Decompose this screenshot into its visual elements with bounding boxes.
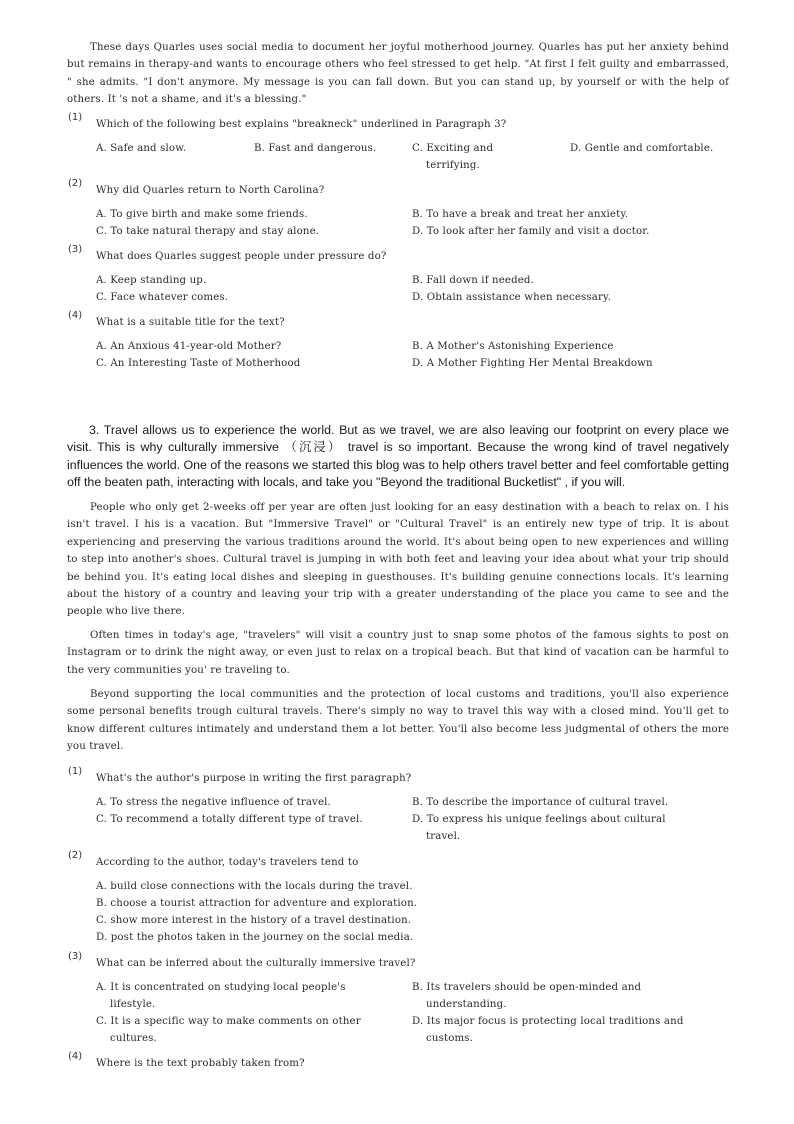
question-text: What does Quarles suggest people under pressure do?: [96, 251, 387, 262]
option-d-line1: D. Its major focus is protecting local traditions and: [412, 1016, 684, 1027]
question-number: (2): [68, 178, 83, 189]
option-b[interactable]: [412, 979, 641, 1013]
passage3-paragraph-3: Often times in today's age, "travelers" will visit a country just to snap some photos of the famous sights to post on Instagram or to drink the night away, or even just to relax on a tropical beach. But that kind of vacation can be harmful to the very communities you' re traveling to.: [67, 630, 729, 676]
option-d[interactable]: [412, 811, 666, 845]
option-b[interactable]: B. Fall down if needed.: [412, 275, 534, 286]
question-text: Which of the following best explains "breakneck" underlined in Paragraph 3?: [96, 119, 507, 130]
option-c-line1: C. Exciting and: [412, 143, 494, 154]
question-number: (4): [68, 1051, 83, 1062]
option-c[interactable]: C. An Interesting Taste of Motherhood: [96, 358, 301, 369]
option-c[interactable]: C. Face whatever comes.: [96, 292, 229, 303]
option-c[interactable]: C. To take natural therapy and stay alone.: [96, 226, 320, 237]
question-text: What can be inferred about the culturally immersive travel?: [96, 958, 416, 969]
option-a-line1: A. It is concentrated on studying local people's: [96, 982, 346, 993]
option-d[interactable]: [412, 1013, 684, 1047]
option-d[interactable]: D. Gentle and comfortable.: [570, 143, 714, 154]
question-number: (2): [68, 850, 83, 861]
option-c[interactable]: C. show more interest in the history of a travel destination.: [96, 915, 412, 926]
question-number: (3): [68, 951, 83, 962]
question-number: (3): [68, 244, 83, 255]
option-a[interactable]: A. An Anxious 41-year-old Mother?: [96, 341, 282, 352]
option-a[interactable]: A. To stress the negative influence of travel.: [96, 797, 331, 808]
option-c-line2: cultures.: [110, 1033, 157, 1044]
passage3-paragraph-2: People who only get 2-weeks off per year are often just looking for an easy destination with a beach to relax on. I his isn't travel. I his is a vacation. But "Immersive Travel" or "Cultural Travel" is an entirely new type of trip. It is about experiencing and preserving the various traditions around the world. It's about being open to new experiences and willing to step into another's shoes. Cultural travel is jumping in with both feet and leaving your idea about what your trip should be behind you. It's eating local dishes and sleeping in guesthouses. It's building genuine connections locals. It's learning about the history of a country and leaving your trip with a greater understanding of the place you came to see and the people who live there.: [67, 502, 729, 618]
option-b[interactable]: B. To have a break and treat her anxiety.: [412, 209, 629, 220]
option-c[interactable]: C. To recommend a totally different type of travel.: [96, 814, 363, 825]
option-a[interactable]: A. To give birth and make some friends.: [96, 209, 308, 220]
option-b[interactable]: B. Fast and dangerous.: [254, 143, 377, 154]
option-b-line2: understanding.: [426, 999, 507, 1010]
option-b[interactable]: B. A Mother's Astonishing Experience: [412, 341, 614, 352]
option-c[interactable]: [96, 1013, 361, 1047]
option-a[interactable]: A. build close connections with the locals during the travel.: [96, 881, 413, 892]
question-text: What's the author's purpose in writing the first paragraph?: [96, 773, 412, 784]
question-number: (4): [68, 310, 83, 321]
question-number: (1): [68, 112, 83, 123]
option-d-line2: customs.: [426, 1033, 474, 1044]
option-d[interactable]: D. Obtain assistance when necessary.: [412, 292, 611, 303]
question-number: (1): [68, 766, 83, 777]
option-a[interactable]: A. Keep standing up.: [96, 275, 207, 286]
question-text: Where is the text probably taken from?: [96, 1058, 305, 1069]
option-d-line1: D. To express his unique feelings about cultural: [412, 814, 666, 825]
option-d[interactable]: D. To look after her family and visit a doctor.: [412, 226, 650, 237]
question-text: Why did Quarles return to North Carolina?: [96, 185, 325, 196]
option-b[interactable]: B. choose a tourist attraction for adventure and exploration.: [96, 898, 418, 909]
passage3-paragraph-4: Beyond supporting the local communities and the protection of local customs and traditions, you'll also experience some personal benefits trough cultural travels. There's simply no way to travel this way with a closed mind. You'll get to know different cultures intimately and understand them a lot better. You'll also become less judgmental of others the more you travel.: [67, 689, 729, 753]
question-text: According to the author, today's travelers tend to: [96, 857, 359, 868]
option-b-line1: B. Its travelers should be open-minded and: [412, 982, 642, 993]
option-d-line2: travel.: [426, 831, 461, 842]
option-c-line1: C. It is a specific way to make comments on other: [96, 1016, 361, 1027]
option-a[interactable]: A. Safe and slow.: [96, 143, 187, 154]
option-c-line2: terrifying.: [426, 160, 480, 171]
option-c[interactable]: [412, 140, 493, 174]
option-a-line2: lifestyle.: [110, 999, 156, 1010]
question-text: What is a suitable title for the text?: [96, 317, 285, 328]
passage3-intro: 3. Travel allows us to experience the world. But as we travel, we are also leaving our footprint on every place we visit. This is why culturally immersive （沉浸） travel is so important. Because the wrong kind of travel negatively influences the world. One of the reasons we started this blog was to help others travel better and feel comfortable getting off the beaten path, interacting with locals, and take you "Beyond the traditional Bucketlist" , if you will.: [67, 423, 729, 489]
option-d[interactable]: D. A Mother Fighting Her Mental Breakdown: [412, 358, 653, 369]
option-a[interactable]: [96, 979, 346, 1013]
passage2-closing-paragraph: These days Quarles uses social media to document her joyful motherhood journey. Quarles has put her anxiety behind but remains in therapy-and wants to encourage others who feel stressed to get help. "At first I felt guilty and embarrassed, " she admits. "I don't anymore. My message is you can fall down. But you can stand up, by yourself or with the help of others. It 's not a shame, and it's a blessing.": [67, 42, 729, 106]
option-b[interactable]: B. To describe the importance of cultural travel.: [412, 797, 669, 808]
option-d[interactable]: D. post the photos taken in the journey on the social media.: [96, 932, 414, 943]
